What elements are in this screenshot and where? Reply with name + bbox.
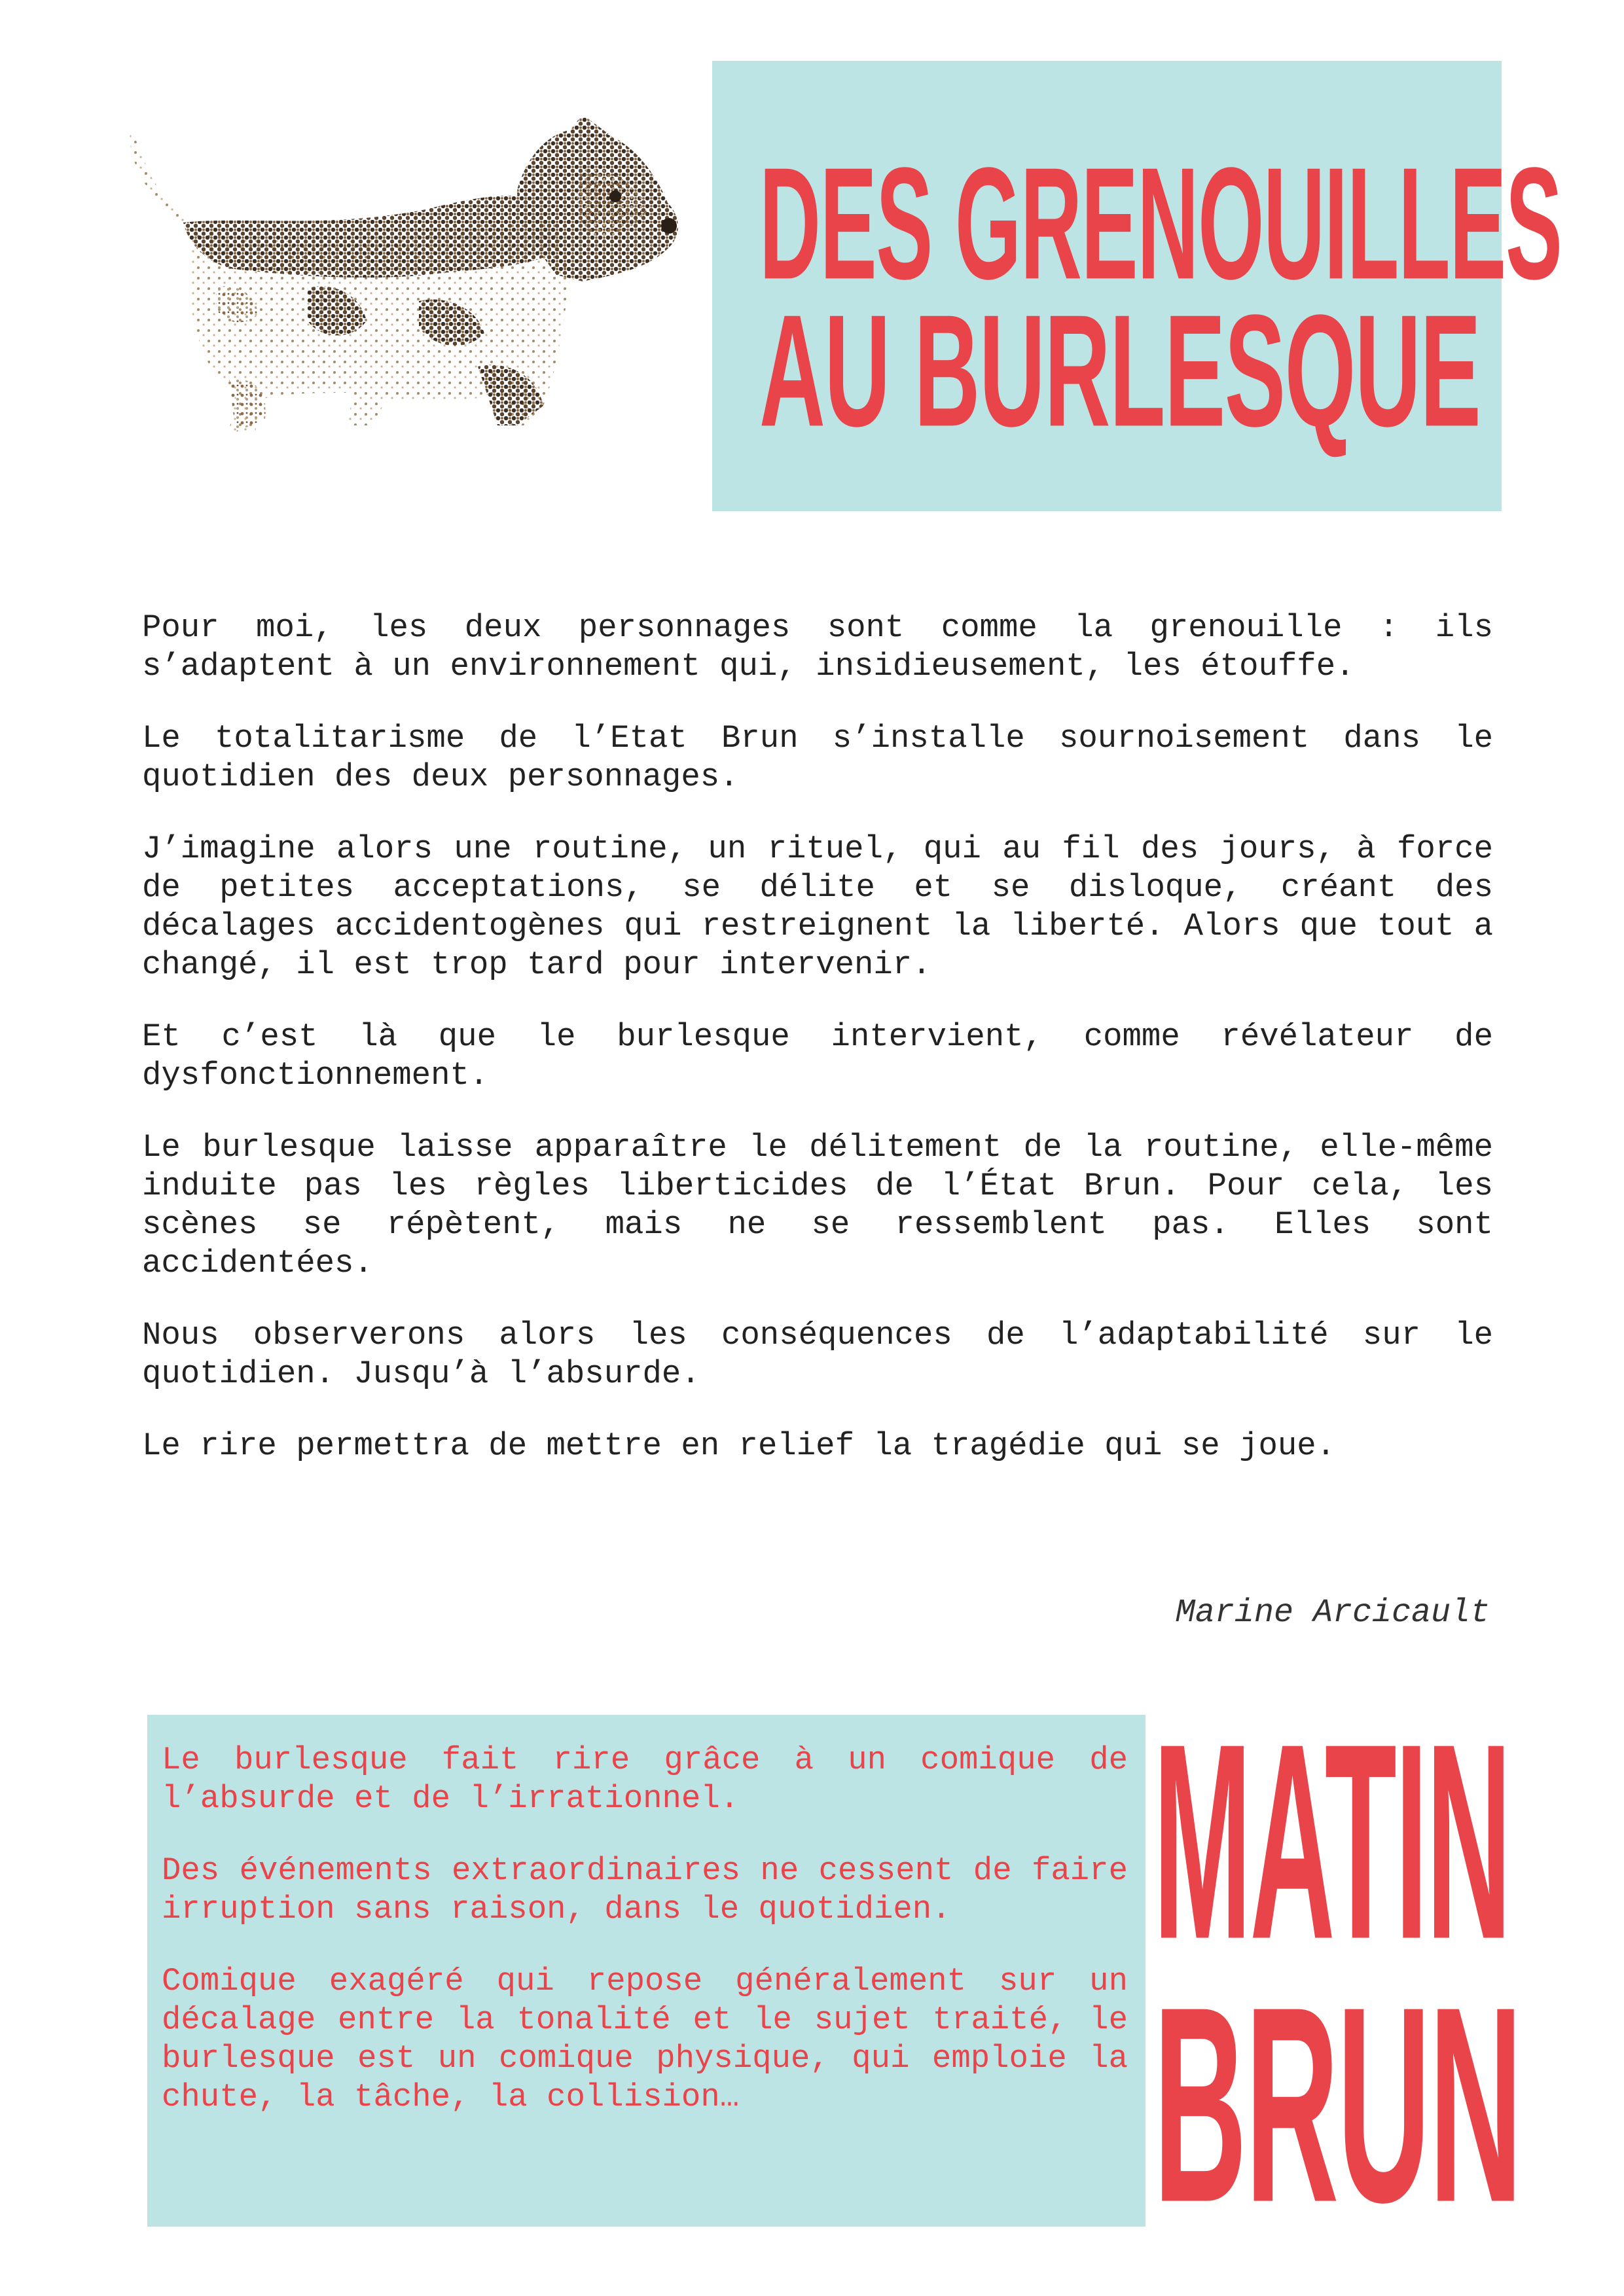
- author-signature: Marine Arcicault: [1175, 1594, 1490, 1632]
- body-paragraph: Le rire permettra de mettre en relief la tragédie qui se joue.: [142, 1427, 1336, 1464]
- body-paragraph: Et c’est là que le burlesque intervient, comme révélateur de dysfonctionnement.: [142, 1018, 1493, 1094]
- dog-illustration: [111, 118, 687, 458]
- body-text: [142, 609, 1493, 1499]
- definition-paragraph: Comique exagéré qui repose généralement sur un décalage entre la tonalité et le sujet traité, le burlesque est un comique physique, qui emploie la chute, la tâche, la collision…: [162, 1963, 1128, 2115]
- definition-text: [162, 1741, 1128, 2150]
- brand-line-2: BRUN: [1153, 1948, 1521, 2261]
- page-title-line-1: DES GRENOUILLES: [759, 134, 1562, 313]
- definition-paragraph: Des événements extraordinaires ne cessent de faire irruption sans raison, dans le quotidien.: [162, 1852, 1128, 1928]
- brand-block: [1153, 1685, 1521, 2261]
- page-title-line-2: AU BURLESQUE: [759, 281, 1481, 460]
- brand-line-1: MATIN: [1153, 1685, 1510, 1998]
- body-paragraph: J’imagine alors une routine, un rituel, qui au fil des jours, à force de petites acceptations, se délite et se disloque, créant des décalages accidentogènes qui restreignent la liberté. Alors que tout a changé, il est trop tard pour intervenir.: [142, 831, 1493, 983]
- body-paragraph: Le totalitarisme de l’Etat Brun s’installe sournoisement dans le quotidien des deux personnages.: [142, 720, 1493, 795]
- body-paragraph: Le burlesque laisse apparaître le délitement de la routine, elle-même induite pas les règles liberticides de l’État Brun. Pour cela, les scènes se répètent, mais ne se ressemblent pas. Elles sont accidentées.: [142, 1129, 1493, 1282]
- body-paragraph: Pour moi, les deux personnages sont comme la grenouille : ils s’adaptent à un environnement qui, insidieusement, les étouffe.: [142, 609, 1493, 685]
- definition-paragraph: Le burlesque fait rire grâce à un comique de l’absurde et de l’irrationnel.: [162, 1742, 1128, 1817]
- body-paragraph: Nous observerons alors les conséquences de l’adaptabilité sur le quotidien. Jusqu’à l’absurde.: [142, 1317, 1493, 1392]
- title-panel: [712, 61, 1562, 511]
- definition-panel: [147, 1715, 1146, 2227]
